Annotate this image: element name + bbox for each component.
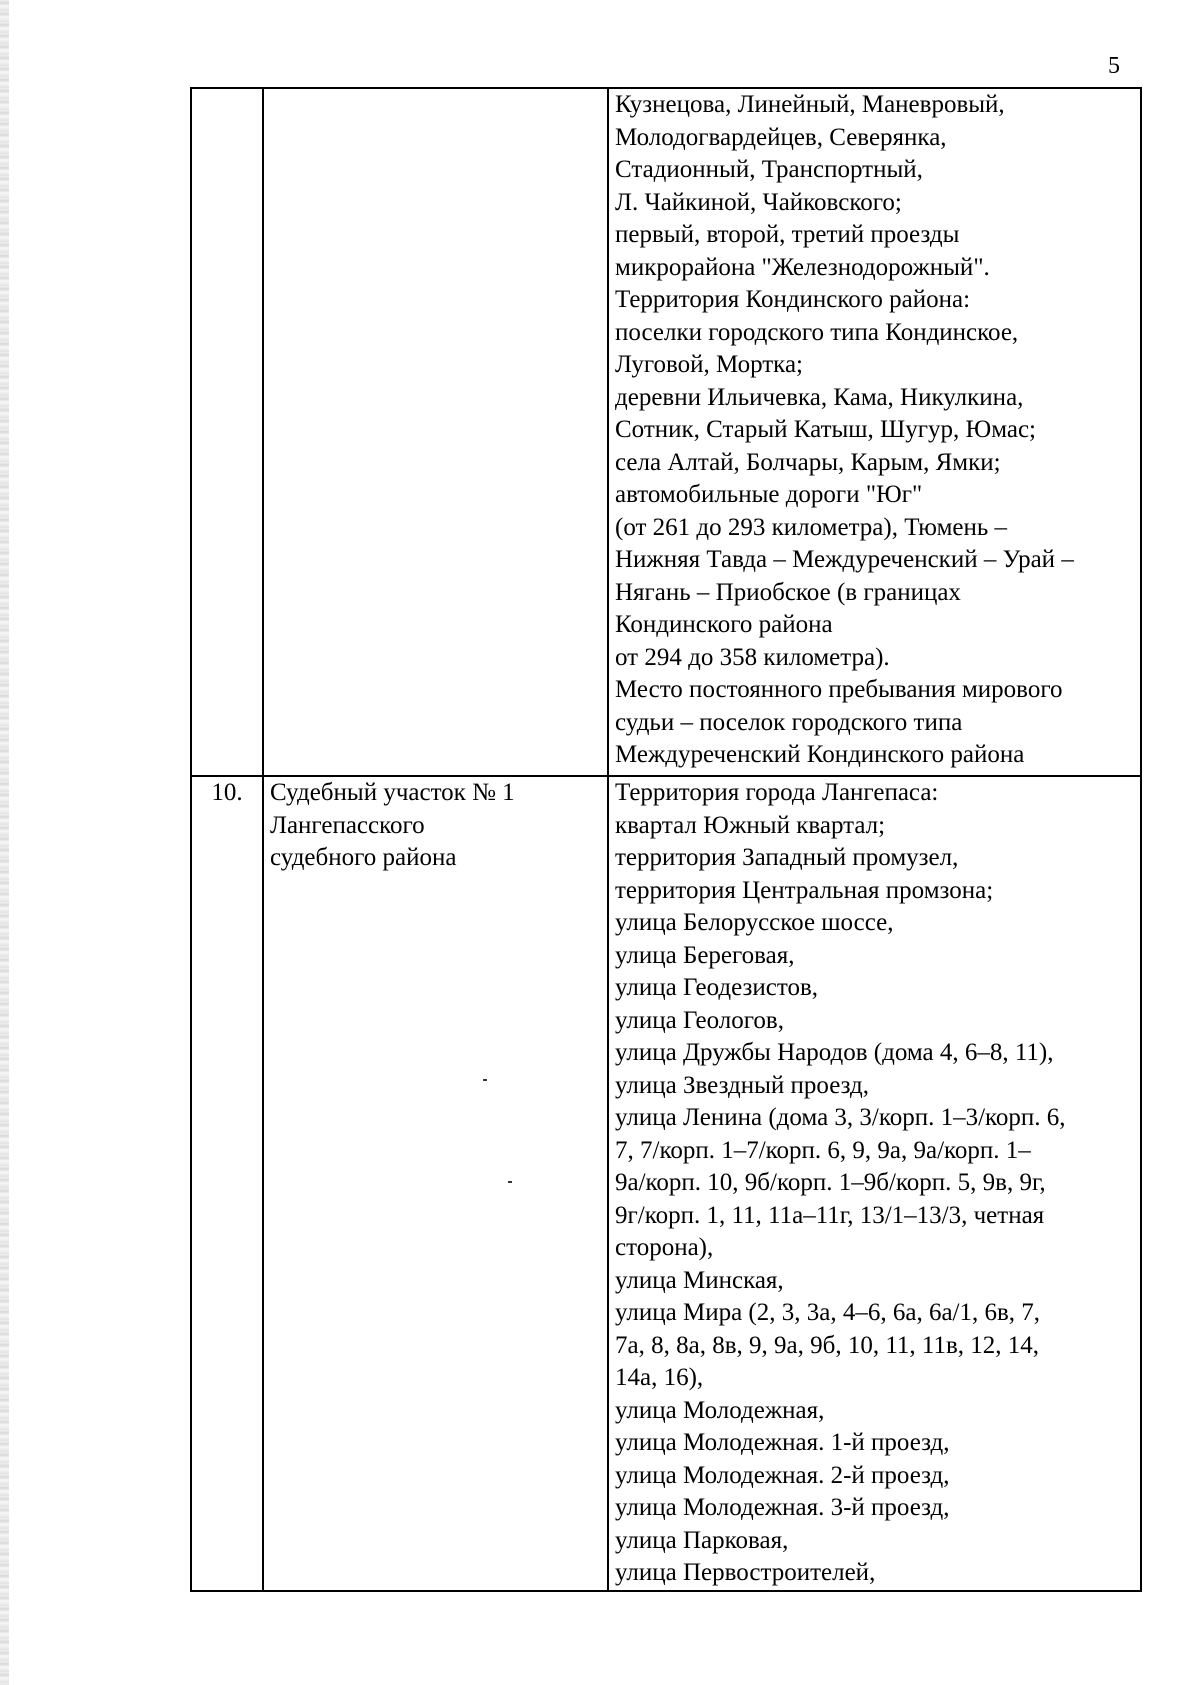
text-line: судьи – поселок городского типа <box>615 708 963 736</box>
text-line: улица Молодежная. 1-й проезд, <box>615 1429 950 1456</box>
text-line: улица Ленина (дома 3, 3/корп. 1–3/корп. 6, <box>615 1104 1066 1131</box>
text-line: Л. Чайкиной, Чайковского; <box>615 188 902 216</box>
territory-cell <box>608 776 1141 1591</box>
text-line: 9а/корп. 10, 9б/корп. 1–9б/корп. 5, 9в, 9г, <box>615 1169 1046 1196</box>
scan-speck <box>508 1181 512 1183</box>
text-line: улица Парковая, <box>615 1526 789 1554</box>
text-line: улица Геологов, <box>615 1006 784 1034</box>
text-line: от 294 до 358 километра). <box>615 643 890 671</box>
text-line: Территория Кондинского района: <box>615 286 971 313</box>
text-line: территория Центральная промзона; <box>615 876 994 904</box>
row-number <box>191 88 263 776</box>
text-line: Междуреченский Кондинского района <box>615 741 1025 768</box>
scan-edge-artifact <box>0 0 9 1685</box>
text-line: первый, второй, третий проезды <box>615 221 960 248</box>
text-line: Нижняя Тавда – Междуреченский – Урай – <box>615 546 1074 573</box>
text-line: улица Белорусское шоссе, <box>615 909 894 936</box>
text-line: 9г/корп. 1, 11, 11а–11г, 13/1–13/3, четная <box>615 1201 1045 1229</box>
text-line: Кондинского района <box>615 611 833 638</box>
text-line: автомобильные дороги "Юг" <box>615 481 923 508</box>
text-line: микрорайона "Железнодорожный". <box>615 253 990 281</box>
text-line: улица Береговая, <box>615 941 795 969</box>
text-line: улица Молодежная, <box>615 1396 825 1424</box>
court-district-table <box>190 87 1142 1592</box>
text-line: 7а, 8, 8а, 8в, 9, 9а, 9б, 10, 11, 11в, 12, 14, <box>615 1331 1040 1359</box>
text-line: судебного района <box>270 844 457 871</box>
text-line: территория Западный промузел, <box>615 844 959 871</box>
text-line: улица Первостроителей, <box>615 1559 876 1586</box>
text-line: Территория города Лангепаса: <box>615 779 939 806</box>
text-line: улица Дружбы Народов (дома 4, 6–8, 11), <box>615 1039 1054 1066</box>
text-line: (от 261 до 293 километра), Тюмень – <box>615 513 1008 541</box>
text-line: Нягань – Приобское (в границах <box>615 578 961 606</box>
text-line: улица Геодезистов, <box>615 974 819 1001</box>
district-name-cell <box>263 88 608 776</box>
text-line: Молодогвардейцев, Северянка, <box>615 123 947 151</box>
scan-speck <box>483 1079 487 1081</box>
text-line: Место постоянного пребывания мирового <box>615 676 1063 703</box>
text-line: 7, 7/корп. 1–7/корп. 6, 9, 9а, 9а/корп. 1– <box>615 1136 1031 1164</box>
table-row <box>191 776 1141 1591</box>
text-line: Сотник, Старый Катыш, Шугур, Юмас; <box>615 416 1036 443</box>
text-line: Судебный участок № 1 <box>270 779 515 806</box>
text-line: Стадионный, Транспортный, <box>615 156 923 183</box>
text-line: 14а, 16), <box>615 1364 704 1391</box>
table-row <box>191 88 1141 776</box>
row-number: 10. <box>191 776 263 1591</box>
text-line: Кузнецова, Линейный, Маневровый, <box>615 91 1005 118</box>
text-line: поселки городского типа Кондинское, <box>615 318 1019 346</box>
text-line: Лангепасского <box>270 811 425 839</box>
text-line: Луговой, Мортка; <box>615 351 803 378</box>
text-line: улица Звездный проезд, <box>615 1071 869 1099</box>
text-line: квартал Южный квартал; <box>615 811 886 839</box>
text-line: улица Мира (2, 3, 3а, 4–6, 6а, 6а/1, 6в, 7, <box>615 1299 1041 1326</box>
page-number: 5 <box>1108 53 1120 79</box>
text-line: села Алтай, Болчары, Карым, Ямки; <box>615 448 1001 476</box>
text-line: улица Молодежная. 3-й проезд, <box>615 1494 950 1521</box>
text-line: деревни Ильичевка, Кама, Никулкина, <box>615 383 1024 411</box>
text-line: улица Минская, <box>615 1266 784 1294</box>
text-line: улица Молодежная. 2-й проезд, <box>615 1461 950 1489</box>
district-name-cell <box>263 776 608 1591</box>
territory-cell <box>608 88 1141 776</box>
text-line: сторона), <box>615 1234 714 1261</box>
